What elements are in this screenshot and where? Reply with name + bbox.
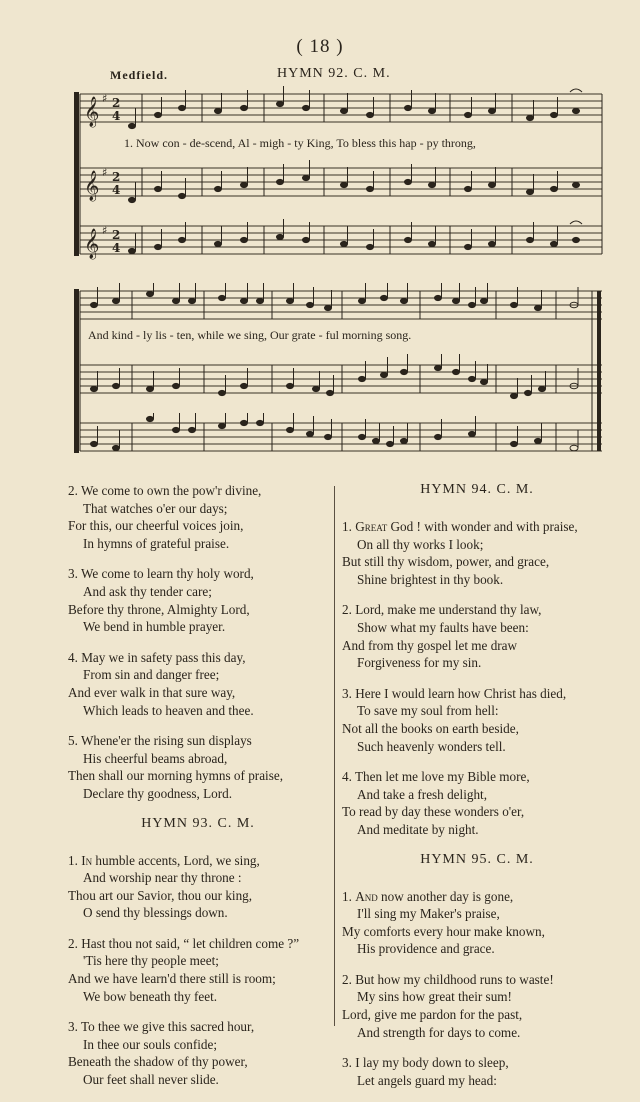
verse-number: 1.	[342, 519, 352, 534]
treble-clef-icon: 𝄞	[84, 97, 100, 127]
verse-line: We bend in humble prayer.	[83, 619, 226, 635]
verse-first-word: And	[355, 888, 378, 904]
verse-line: 2. But how my childhood runs to waste!	[342, 971, 554, 987]
verse	[68, 852, 328, 922]
verse	[68, 732, 328, 802]
verse-number: 1.	[68, 852, 78, 868]
verse	[342, 768, 612, 838]
verse-line: And ever walk in that sure way,	[68, 684, 236, 700]
verse-line: Lord, give me pardon for the past,	[342, 1007, 523, 1023]
lyrics-line-2: And kind - ly lis - ten, while we sing, Our grate - ful morning song.	[88, 328, 412, 342]
verse-line: 2. Lord, make me understand thy law,	[342, 602, 542, 618]
verse-line: And from thy gospel let me draw	[342, 637, 518, 653]
final-barline	[597, 291, 601, 451]
verse	[68, 649, 328, 719]
verse-line: His cheerful beams abroad,	[83, 750, 228, 766]
verse-line: And worship near thy throne :	[83, 870, 242, 886]
verse-line: Show what my faults have been:	[357, 619, 529, 635]
verse	[342, 601, 612, 671]
notes-system-2	[91, 283, 579, 451]
verse-line: 2. Hast thou not said, “ let children come ?”	[68, 935, 300, 951]
music-system-2	[72, 283, 606, 458]
music-system-1	[72, 86, 606, 261]
left-column	[68, 482, 328, 1102]
verse-line: Before thy throne, Almighty Lord,	[68, 601, 250, 617]
verse-line: In hymns of grateful praise.	[83, 535, 230, 551]
verse-line: 3. We come to learn thy holy word,	[68, 566, 254, 582]
verse-line: 4. May we in safety pass this day,	[68, 649, 246, 665]
system-brace	[74, 289, 79, 453]
hymn-95-heading: HYMN 95. C. M.	[420, 851, 534, 867]
svg-text:♯: ♯	[102, 224, 108, 237]
verse-line	[342, 888, 612, 906]
verse-line: Forgiveness for my sin.	[357, 655, 482, 671]
svg-text:4: 4	[112, 241, 121, 255]
verse-line: Thou art our Savior, thou our king,	[68, 887, 253, 903]
verse-line: And take a fresh delight,	[357, 786, 488, 802]
verse-line: Shine brightest in thy book.	[357, 571, 504, 587]
verse	[342, 971, 612, 1041]
verse-rest: God ! with wonder and with praise,	[387, 519, 578, 534]
verse	[342, 685, 612, 755]
verse-line: And strength for days to come.	[357, 1024, 521, 1040]
verse-line: We bow beneath thy feet.	[83, 988, 218, 1004]
verse-line: His providence and grace.	[357, 941, 495, 957]
verse	[68, 935, 328, 1005]
svg-text:♯: ♯	[102, 92, 108, 105]
hymn-92-heading: HYMN 92. C. M.	[277, 66, 391, 81]
verse-line: Not all the books on earth beside,	[342, 720, 519, 736]
verse-line: For this, our cheerful voices join,	[68, 518, 244, 534]
verse-line: And ask thy tender care;	[83, 583, 212, 599]
hymn-93-heading: HYMN 93. C. M.	[141, 815, 255, 831]
verse-line: Our feet shall never slide.	[83, 1072, 219, 1088]
verse	[68, 482, 328, 552]
column-divider	[334, 486, 335, 1026]
verse-first-word: Great	[355, 519, 388, 534]
lyrics-line-1: 1. Now con - de-scend, Al - migh - ty King, To bless this hap - py throng,	[124, 136, 476, 150]
verse-first-word: In	[81, 852, 93, 868]
verse-rest: now another day is gone,	[377, 888, 514, 904]
verse-line: And meditate by night.	[357, 821, 479, 837]
verse-line: Such heavenly wonders tell.	[357, 738, 506, 754]
staff-lines	[80, 291, 602, 451]
verse-line: 3. To thee we give this sacred hour,	[68, 1019, 255, 1035]
verse-line: On all thy works I look;	[357, 536, 484, 552]
verse-line: O send thy blessings down.	[83, 905, 228, 921]
verse-line: I'll sing my Maker's praise,	[357, 906, 500, 922]
svg-text:2: 2	[112, 170, 121, 184]
verse-line: 3. I lay my body down to sleep,	[342, 1055, 509, 1071]
verse-number: 1.	[342, 888, 352, 904]
svg-text:♯: ♯	[102, 166, 108, 179]
verse-line: Which leads to heaven and thee.	[83, 702, 254, 718]
verse-line: That watches o'er our days;	[83, 500, 228, 516]
verse-line: Then shall our morning hymns of praise,	[68, 768, 283, 784]
verse	[342, 888, 612, 958]
verse	[68, 1018, 328, 1088]
verse-line: My comforts every hour make known,	[342, 923, 545, 939]
verse-line: And we have learn'd there still is room;	[68, 971, 276, 987]
verse-rest: humble accents, Lord, we sing,	[92, 852, 260, 868]
verse-line: Let angels guard my head:	[357, 1072, 497, 1088]
verse-line	[342, 518, 612, 536]
verse	[342, 1054, 612, 1089]
verse-line: Declare thy goodness, Lord.	[83, 785, 233, 801]
page-number: ( 18 )	[296, 36, 344, 57]
verse-line: 'Tis here thy people meet;	[83, 953, 219, 969]
verse-line: 5. Whene'er the rising sun displays	[68, 733, 252, 749]
verse-line	[68, 852, 328, 870]
svg-text:4: 4	[112, 109, 121, 123]
right-column	[342, 482, 612, 1102]
verse	[342, 518, 612, 588]
verse-line: From sin and danger free;	[83, 667, 220, 683]
verse-line: To save my soul from hell:	[357, 703, 499, 719]
svg-text:2: 2	[112, 228, 121, 242]
verse-line: 4. Then let me love my Bible more,	[342, 769, 530, 785]
verse-line: My sins how great their sum!	[357, 989, 512, 1005]
treble-clef-icon: 𝄞	[84, 171, 100, 201]
verse-line: In thee our souls confide;	[83, 1036, 218, 1052]
verse	[68, 565, 328, 635]
verse-line: 3. Here I would learn how Christ has died,	[342, 685, 567, 701]
verse-line: Beneath the shadow of thy power,	[68, 1054, 248, 1070]
verse-line: 2. We come to own the pow'r divine,	[68, 483, 262, 498]
verse-line: To read by day these wonders o'er,	[342, 804, 525, 820]
treble-clef-icon: 𝄞	[84, 229, 100, 259]
svg-text:2: 2	[112, 96, 121, 110]
svg-text:4: 4	[112, 183, 121, 197]
tune-name: Medfield.	[110, 68, 168, 82]
hymn-94-heading: HYMN 94. C. M.	[420, 482, 534, 497]
verse-line: But still thy wisdom, power, and grace,	[342, 554, 550, 570]
system-brace	[74, 92, 79, 256]
